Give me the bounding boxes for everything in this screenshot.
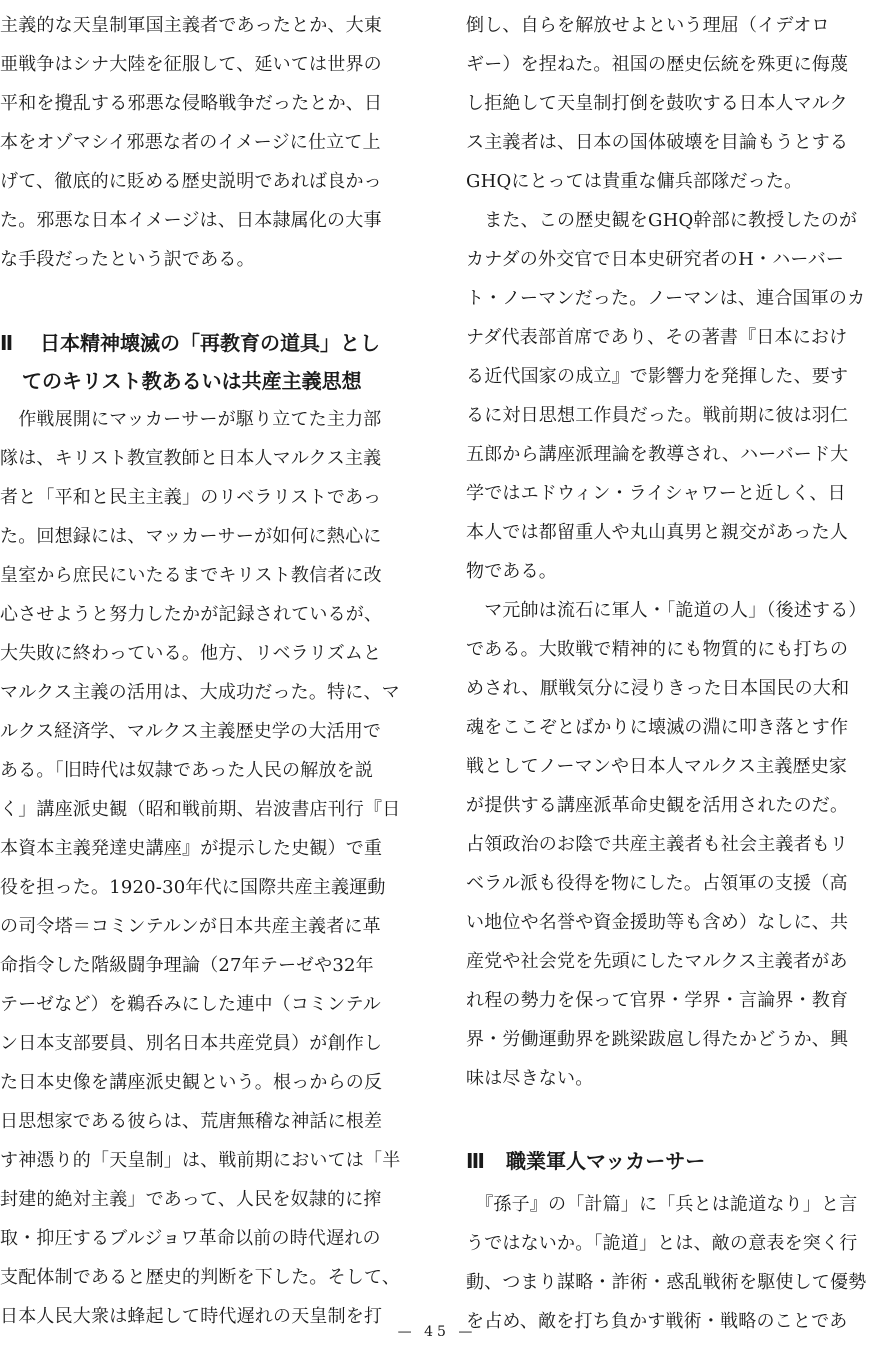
text-line: 亜戦争はシナ大陸を征服して、延いては世界の [0,54,382,75]
text-line: 産党や社会党を先頭にしたマルクス主義者があ [466,951,848,972]
text-line: 日本人民大衆は蜂起して時代遅れの天皇制を打 [0,1306,383,1327]
text-line: 作戦展開にマッカーサーが駆り立てた主力部 [0,409,382,430]
text-line: うではないか。「詭道」とは、敵の意表を突く行 [466,1233,858,1254]
text-line: である。大敗戦で精神的にも物質的にも打ちの [466,639,849,660]
text-line: が提供する講座派革命史観を活用されたのだ。 [466,795,849,816]
text-line: 本資本主義発達史講座』が提示した史観）で重 [0,838,383,859]
text-line: 五郎から講座派理論を教導され、ハーバード大 [466,444,849,465]
section-heading-3 [466,1137,874,1185]
text-line: 戦としてノーマンや日本人マルクス主義歴史家 [466,756,848,777]
right-para-1 [466,6,874,201]
text-line: ある。「旧時代は奴隷であった人民の解放を説 [0,760,374,781]
text-line: 本人では都留重人や丸山真男と親交があった人 [466,522,849,543]
text-line: ルクス経済学、マルクス主義歴史学の大活用で [0,721,382,742]
text-line: 界・労働運動界を跳梁跋扈し得たかどうか、興 [466,1029,849,1050]
text-line: テーゼなど）を鵜呑みにした連中（コミンテル [0,994,381,1015]
right-column [466,6,874,1341]
text-line: るに対日思想工作員だった。戦前期に彼は羽仁 [466,405,849,426]
text-line: ト・ノーマンだった。ノーマンは、連合国軍のカ [466,288,866,309]
text-line: ベラル派も役得を物にした。占領軍の支援（高 [466,873,848,894]
text-line: 学ではエドウィン・ライシャワーと近しく、日 [466,483,846,504]
text-line: 大失敗に終わっている。他方、リベラリズムと [0,643,382,664]
right-para-3 [466,591,874,1098]
text-line: げて、徹底的に貶める歴史説明であれば良かっ [0,171,382,192]
text-line: 取・抑圧するブルジョワ革命以前の時代遅れの [0,1228,381,1249]
text-line: GHQにとっては貴重な傭兵部隊だった。 [466,171,803,192]
spacer [466,1098,874,1137]
text-line: 日思想家である彼らは、荒唐無稽な神話に根差 [0,1111,383,1132]
text-line: 者と「平和と民主主義」のリベラリストであっ [0,487,382,508]
text-line: ナダ代表部首席であり、その著書『日本におけ [466,327,848,348]
text-line: を占め、敵を打ち負かす戦術・戦略のことであ [466,1311,848,1332]
text-line: た。邪悪な日本イメージは、日本隷属化の大事 [0,210,382,231]
text-line: 本をオゾマシイ邪悪な者のイメージに仕立て上 [0,132,381,153]
text-line: の司令塔＝コミンテルンが日本共産主義者に革 [0,916,381,937]
text-line: ス主義者は、日本の国体破壊を目論もうとする [466,132,849,153]
text-line: 心させようと努力したかが記録されているが、 [0,604,383,625]
text-line: ギー）を捏ねた。祖国の歴史伝統を殊更に侮蔑 [466,54,849,75]
text-line: 占領政治のお陰で共産主義者も社会主義者もリ [466,834,849,855]
text-line: た日本史像を講座派史観という。根っからの反 [0,1072,383,1093]
text-line: めされ、厭戦気分に浸りきった日本国民の大和 [466,678,850,699]
text-line: 主義的な天皇制軍国主義者であったとか、大東 [0,15,383,36]
text-line: マルクス主義の活用は、大成功だった。特に、マ [0,682,400,703]
text-line: 味は尽きない。 [466,1068,594,1089]
text-line: 魂をここぞとばかりに壊滅の淵に叩き落とす作 [466,717,849,738]
text-line: し拒絶して天皇制打倒を鼓吹する日本人マルク [466,93,848,114]
text-line: く」講座派史観（昭和戦前期、岩波書店刊行『日 [0,799,401,820]
text-line: 支配体制であると歴史的判断を下した。そして、 [0,1267,401,1288]
text-line: 封建的絶対主義」であって、人民を奴隷的に搾 [0,1189,382,1210]
section-number: Ⅲ [466,1149,485,1173]
left-column [0,6,400,1336]
spacer [0,279,400,318]
text-line: 隊は、キリスト教宣教師と日本人マルクス主義 [0,448,382,469]
text-line: 皇室から庶民にいたるまでキリスト教信者に改 [0,565,382,586]
text-line: カナダの外交官で日本史研究者のH・ハーバー [466,249,845,270]
heading-line: 日本精神壊滅の「再教育の道具」とし [40,331,380,355]
text-line: マ元帥は流石に軍人・「詭道の人」（後述する） [466,600,867,621]
text-line: す神憑り的「天皇制」は、戦前期においては「半 [0,1150,401,1171]
right-para-2 [466,201,874,591]
text-line: る近代国家の成立』で影響力を発揮した、要す [466,366,849,387]
section-heading-2 [0,324,400,400]
text-line: 平和を攪乱する邪悪な侵略戦争だったとか、日 [0,93,383,114]
text-line: 命指令した階級闘争理論（27年テーゼや32年 [0,955,374,976]
text-line: た。回想録には、マッカーサーが如何に熱心に [0,526,382,547]
text-line: 『孫子』の「計篇」に「兵とは詭道なり」と言 [466,1194,858,1215]
text-line: 動、つまり謀略・詐術・惑乱戦術を駆使して優勢 [466,1272,867,1293]
text-line: れ程の勢力を保って官界・学界・言論界・教育 [466,990,849,1011]
text-line: ン日本支部要員、別名日本共産党員）が創作し [0,1033,383,1054]
text-line: 役を担った。1920-30年代に国際共産主義運動 [0,877,386,898]
text-line: 倒し、自らを解放せよという理屈（イデオロ [466,15,830,36]
right-para-4 [466,1185,874,1341]
text-line: また、この歴史観をGHQ幹部に教授したのが [466,210,858,231]
heading-title: 職業軍人マッカーサー [506,1149,706,1173]
heading-line: てのキリスト教あるいは共産主義思想 [22,369,362,393]
text-line: 物である。 [466,561,557,582]
text-line: い地位や名誉や資金援助等も含め）なしに、共 [466,912,849,933]
page-number: — 45 — [397,1324,477,1340]
text-line: な手段だったという訳である。 [0,249,255,270]
left-para-1 [0,6,400,279]
section-number: Ⅱ [0,331,14,355]
left-para-2 [0,400,400,1336]
